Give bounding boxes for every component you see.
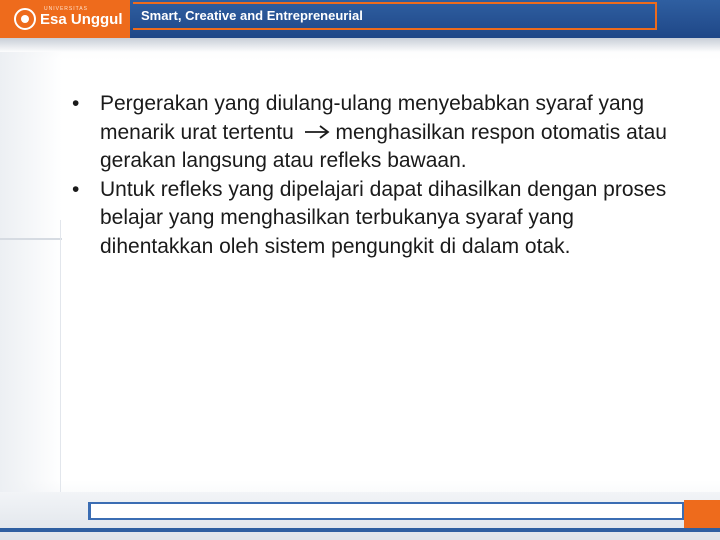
right-arrow-icon [304,119,330,148]
bullet-marker: • [72,92,80,115]
footer-accent [684,500,720,528]
bullet-item-2 [72,176,672,262]
footer-line [0,528,720,532]
footer-bar [88,502,684,520]
left-decor-panel [0,52,62,492]
university-logo [0,0,130,38]
bullet-list [72,90,672,261]
tagline: Smart, Creative and Entrepreneurial [141,8,363,23]
logo-small-text: UNIVERSITAS [44,6,88,12]
bullet-text-continued: menghasilkan respon otomatis atau gerakan langsung atau refleks bawaan. [100,120,667,173]
header-bar [0,0,720,38]
bullet-marker: • [72,177,80,201]
logo-emblem-icon [14,8,36,30]
slide-content [72,90,672,261]
bullet-text: Pergerakan yang diulang-ulang menyebabkan syaraf yang menarik urat tertentu [100,92,645,144]
logo-text: Esa Unggul [40,11,123,28]
bullet-text: Untuk refleks yang dipelajari dapat dihasilkan dengan proses belajar yang menghasilkan terbukanya syaraf yang dihentakkan oleh sistem pengungkit di dalam otak. [100,177,667,258]
bullet-item-1 [72,90,672,176]
header-shadow [0,38,720,52]
left-decor-line [60,220,61,500]
left-decor-rule [0,238,62,240]
